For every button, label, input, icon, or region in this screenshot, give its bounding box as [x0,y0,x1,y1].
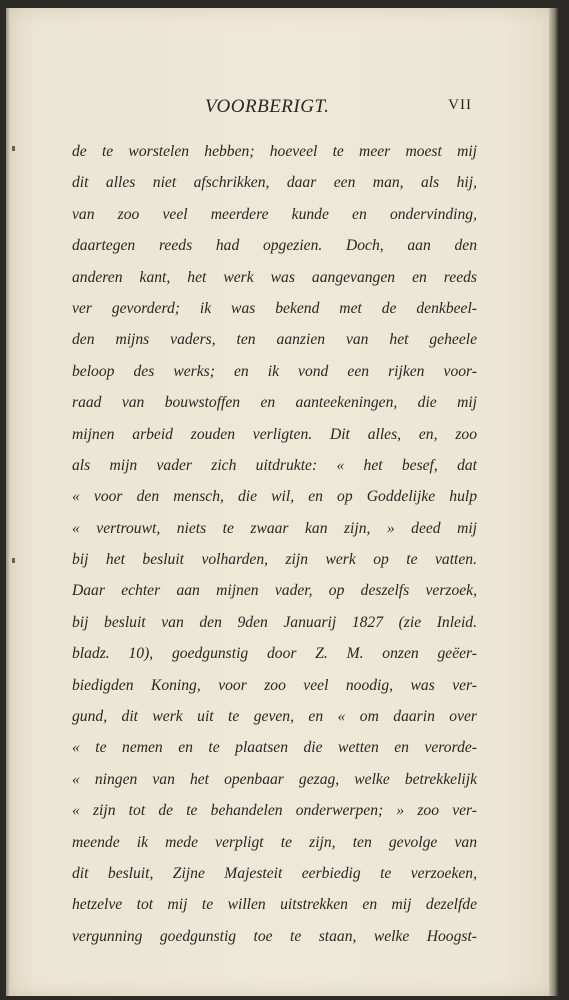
text-line: daartegen reeds had opgezien. Doch, aan den [72,237,477,255]
text-line: « te nemen en te plaatsen die wetten en verorde- [72,739,477,757]
text-line: bij besluit van den 9den Januarij 1827 (zie Inleid. [72,613,477,631]
text-line: anderen kant, het werk was aangevangen en reeds [72,268,477,286]
text-line: « zijn tot de te behandelen onderwerpen; » zoo ver- [72,802,477,820]
text-line: « vertrouwt, niets te zwaar kan zijn, » deed mij [72,519,477,537]
text-line: van zoo veel meerdere kunde en ondervinding, [72,205,477,223]
text-line: « ningen van het openbaar gezag, welke betrekkelijk [72,770,477,788]
text-line: mijnen arbeid zouden verligten. Dit alles, en, zoo [72,425,477,443]
text-line: hetzelve tot mij te willen uitstrekken en mij dezelfde [72,896,477,914]
text-line: dit besluit, Zijne Majesteit eerbiedig te verzoeken, [72,864,477,882]
margin-mark [12,558,15,563]
body-text [72,136,477,952]
text-line: dit alles niet afschrikken, daar een man, als hij, [72,174,477,192]
margin-mark [12,146,15,151]
text-line: bladz. 10), goedgunstig door Z. M. onzen geëer- [72,645,477,663]
text-line: ver gevorderd; ik was bekend met de denkbeel- [72,299,477,317]
text-line: beloop des werks; en ik vond een rijken voor- [72,362,477,380]
page-header [62,96,472,120]
text-line: als mijn vader zich uitdrukte: « het besef, dat [72,456,477,474]
text-line: Daar echter aan mijnen vader, op deszelfs verzoek, [72,582,477,600]
page-left-edge [6,8,10,996]
text-line: biedigden Koning, voor zoo veel noodig, was ver- [72,676,477,694]
page-right-edge [549,8,558,996]
text-line: den mijns vaders, ten aanzien van het geheele [72,331,477,349]
text-line: raad van bouwstoffen en aanteekeningen, die mij [72,394,477,412]
text-line: meende ik mede verpligt te zijn, ten gevolge van [72,833,477,851]
book-page [6,8,558,996]
text-line: « voor den mensch, die wil, en op Goddelijke hulp [72,488,477,506]
text-line: vergunning goedgunstig toe te staan, welke Hoogst- [72,927,477,945]
running-title: VOORBERIGT. [205,96,330,117]
text-line: de te worstelen hebben; hoeveel te meer moest mij [72,143,477,160]
text-line: gund, dit werk uit te geven, en « om daarin over [72,708,477,726]
text-line: bij het besluit volharden, zijn werk op te vatten. [72,551,477,569]
page-number: VII [448,97,472,113]
